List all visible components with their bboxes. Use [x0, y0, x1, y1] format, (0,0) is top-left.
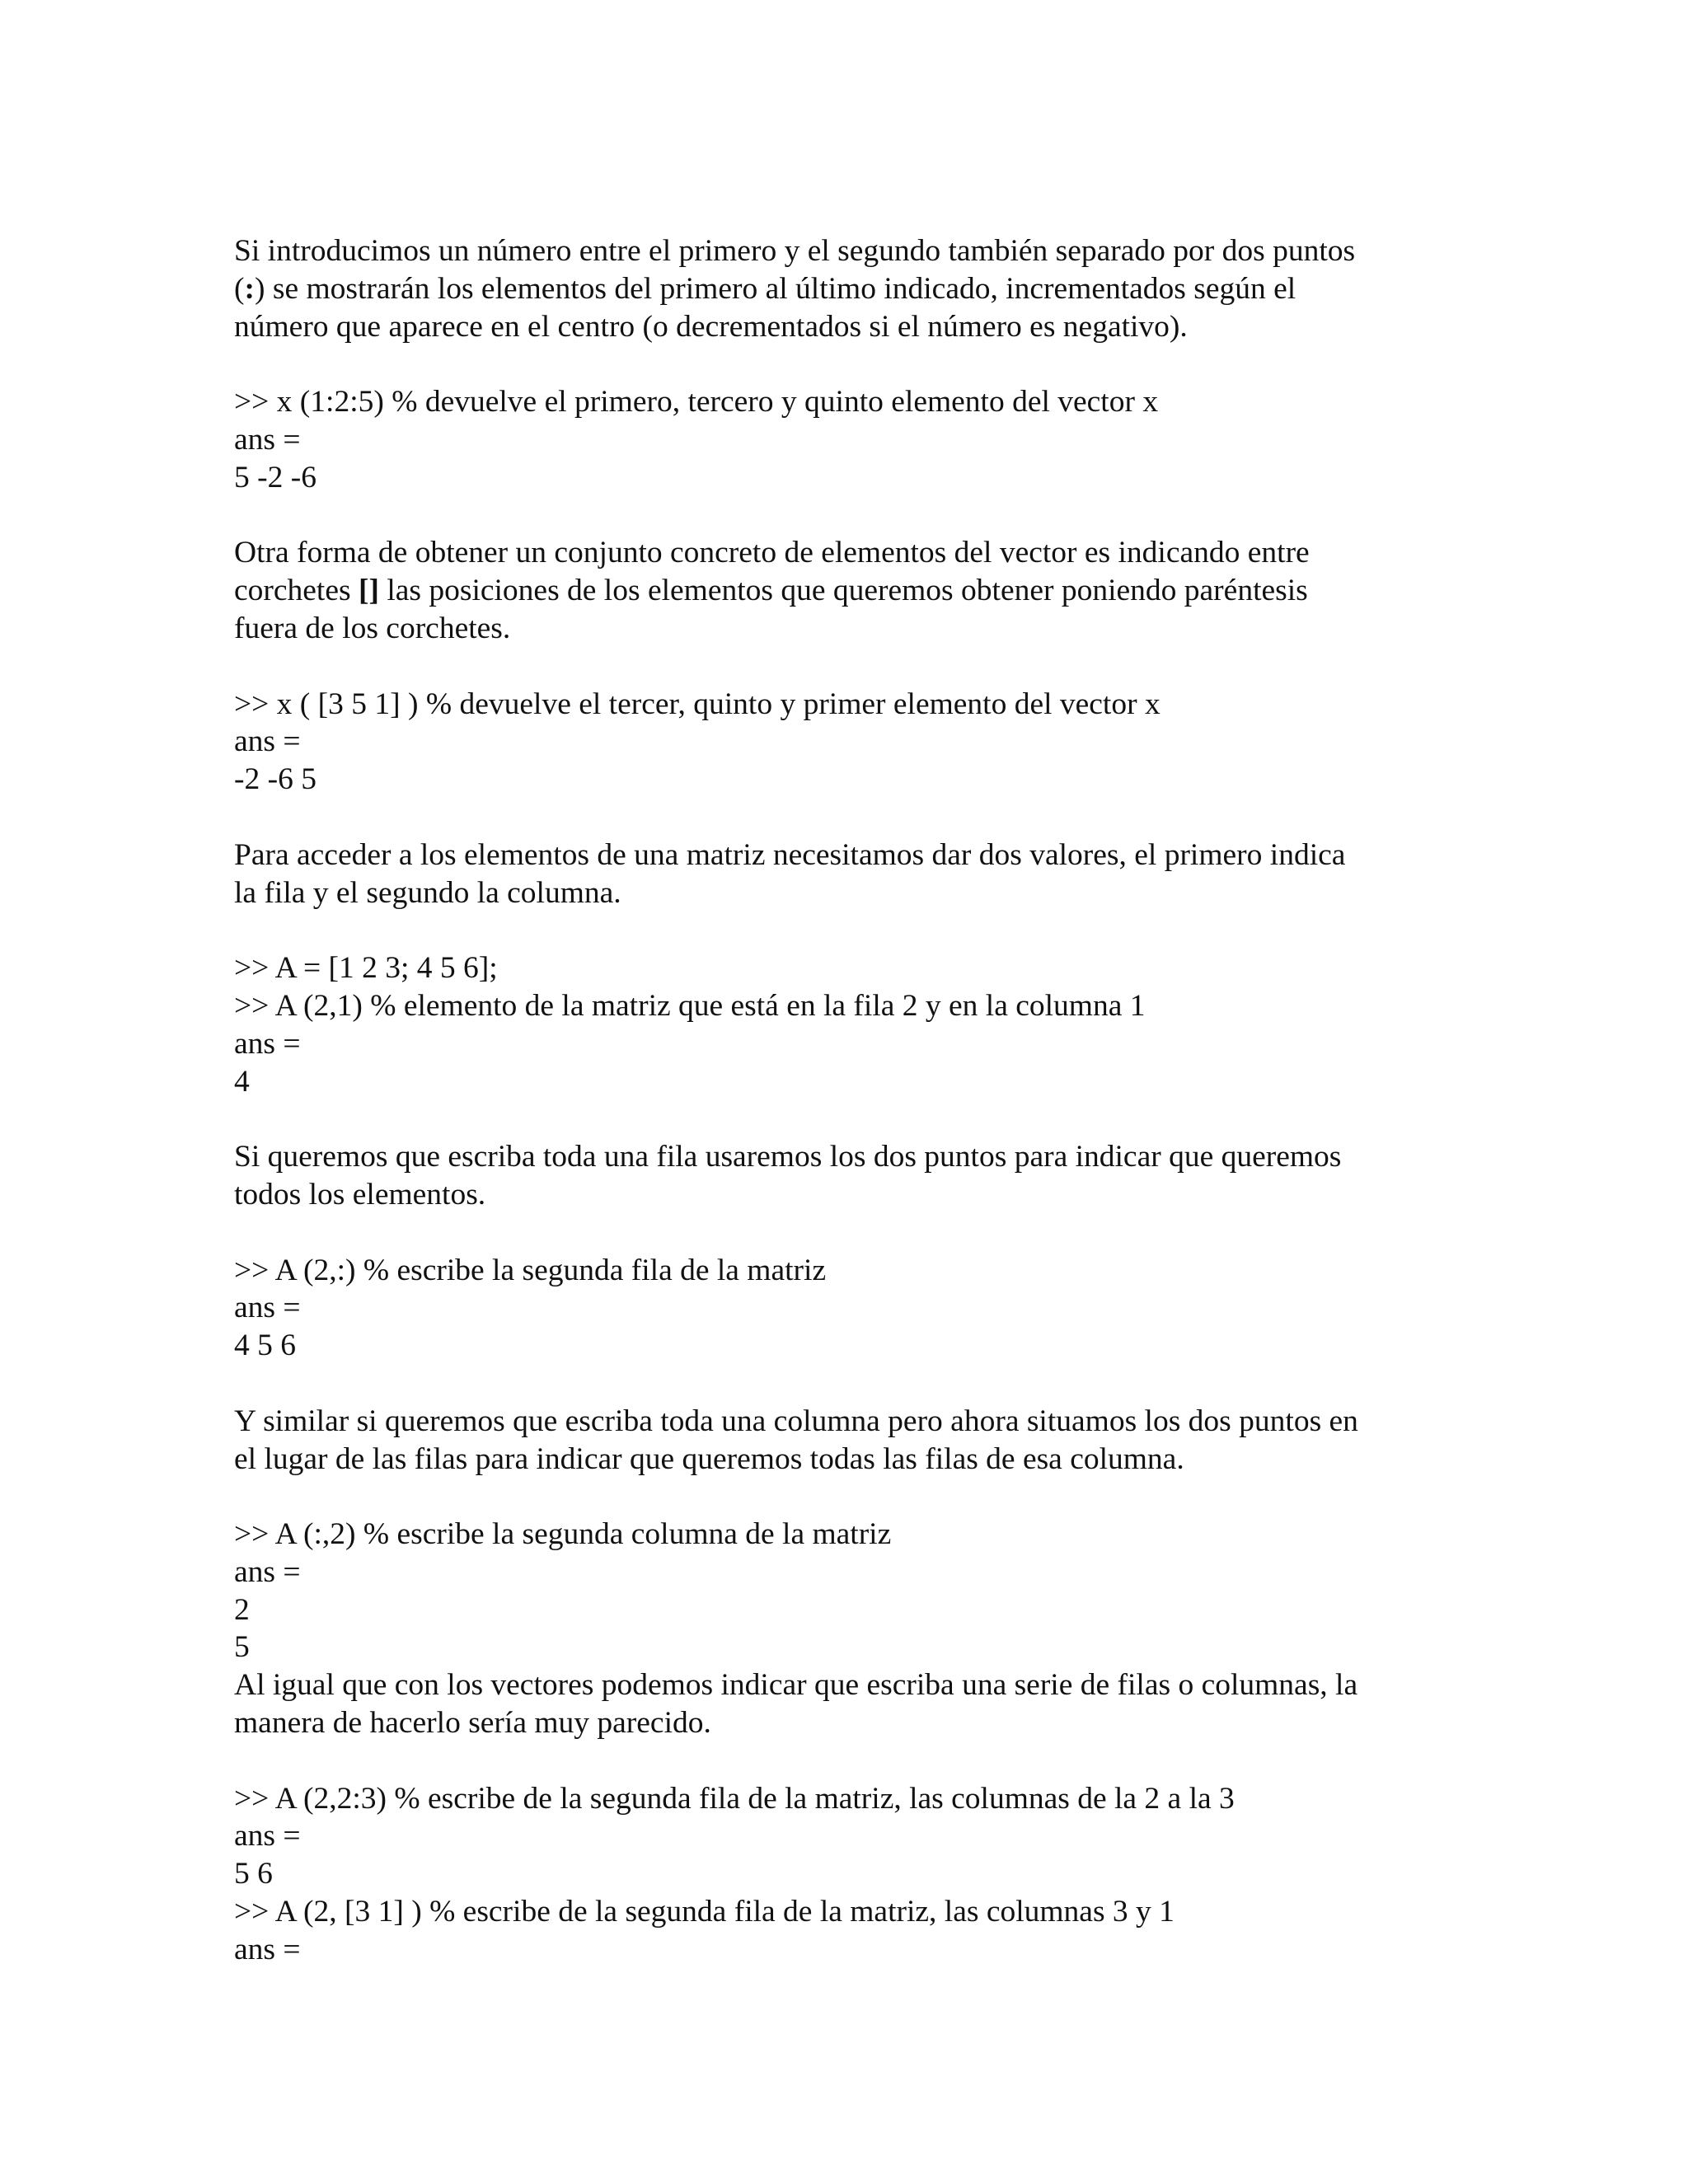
ans-line: ans = — [234, 1554, 301, 1589]
code-example-submatrix — [234, 1780, 1470, 1969]
code-example-matrix-element — [234, 949, 1470, 1100]
text-line: todos los elementos. — [234, 1177, 486, 1212]
result-line: -2 -6 5 — [234, 762, 316, 797]
text-span: corchetes — [234, 574, 359, 608]
text-line: Si queremos que escriba toda una fila usaremos los dos puntos para indicar que queremos — [234, 1140, 1342, 1174]
result-line: 5 -2 -6 — [234, 460, 316, 494]
code-example-column — [234, 1516, 1470, 1666]
text-line: número que aparece en el centro (o decrementados si el número es negativo). — [234, 309, 1188, 344]
document-body — [234, 232, 1470, 1969]
ans-line: ans = — [234, 1819, 301, 1854]
text-span: las posiciones de los elementos que queremos obtener poniendo paréntesis — [378, 574, 1308, 608]
command-line: >> A = [1 2 3; 4 5 6]; — [234, 951, 498, 986]
text-line: Si introducimos un número entre el primero y el segundo también separado por dos puntos — [234, 234, 1356, 268]
text-line: la fila y el segundo la columna. — [234, 875, 621, 910]
ans-line: ans = — [234, 422, 301, 457]
text-line: manera de hacerlo sería muy parecido. — [234, 1706, 711, 1741]
result-line: 4 5 6 — [234, 1329, 296, 1363]
command-line: >> x (1:2:5) % devuelve el primero, tercero y quinto elemento del vector x — [234, 385, 1159, 419]
command-line: >> A (2,:) % escribe la segunda fila de la matriz — [234, 1253, 827, 1287]
text-line: el lugar de las filas para indicar que queremos todas las filas de esa columna. — [234, 1441, 1184, 1476]
code-example-row — [234, 1252, 1470, 1365]
text-line: Al igual que con los vectores podemos indicar que escriba una serie de filas o columnas, la — [234, 1668, 1358, 1703]
text-line: Para acceder a los elementos de una matriz necesitamos dar dos valores, el primero indica — [234, 837, 1346, 872]
ans-line: ans = — [234, 1932, 301, 1966]
command-line: >> A (2,2:3) % escribe de la segunda fila de la matriz, las columnas de la 2 a la 3 — [234, 1781, 1235, 1816]
ans-line: ans = — [234, 724, 301, 759]
paragraph-row-column-series — [234, 1666, 1470, 1742]
bold-colon: : — [244, 271, 255, 306]
result-line: 5 — [234, 1630, 250, 1665]
paragraph-full-column — [234, 1403, 1470, 1479]
command-line: >> A (:,2) % escribe la segunda columna de la matriz — [234, 1517, 892, 1552]
text-line: fuera de los corchetes. — [234, 611, 511, 645]
text-line: Y similar si queremos que escriba toda una columna pero ahora situamos los dos puntos en — [234, 1404, 1358, 1438]
bold-brackets: [] — [358, 574, 379, 608]
text-span: ) se mostrarán los elementos del primero al último indicado, incrementados según el — [255, 271, 1296, 306]
paragraph-range-step — [234, 232, 1470, 345]
result-line: 4 — [234, 1064, 250, 1099]
text-line: Otra forma de obtener un conjunto concreto de elementos del vector es indicando entre — [234, 536, 1310, 570]
paragraph-matrix-access — [234, 837, 1470, 912]
ans-line: ans = — [234, 1026, 301, 1061]
command-line: >> A (2, [3 1] ) % escribe de la segunda fila de la matriz, las columnas 3 y 1 — [234, 1895, 1175, 1929]
code-example-brackets — [234, 686, 1470, 799]
paragraph-brackets — [234, 534, 1470, 647]
command-line: >> x ( [3 5 1] ) % devuelve el tercer, quinto y primer elemento del vector x — [234, 687, 1160, 721]
command-line: >> A (2,1) % elemento de la matriz que está en la fila 2 y en la columna 1 — [234, 988, 1146, 1023]
ans-line: ans = — [234, 1291, 301, 1325]
text-span: ( — [234, 271, 245, 306]
result-line: 5 6 — [234, 1857, 273, 1891]
paragraph-full-row — [234, 1138, 1470, 1214]
text-line — [234, 572, 1470, 610]
text-line — [234, 270, 1470, 308]
code-example-range — [234, 383, 1470, 496]
result-line: 2 — [234, 1592, 250, 1627]
